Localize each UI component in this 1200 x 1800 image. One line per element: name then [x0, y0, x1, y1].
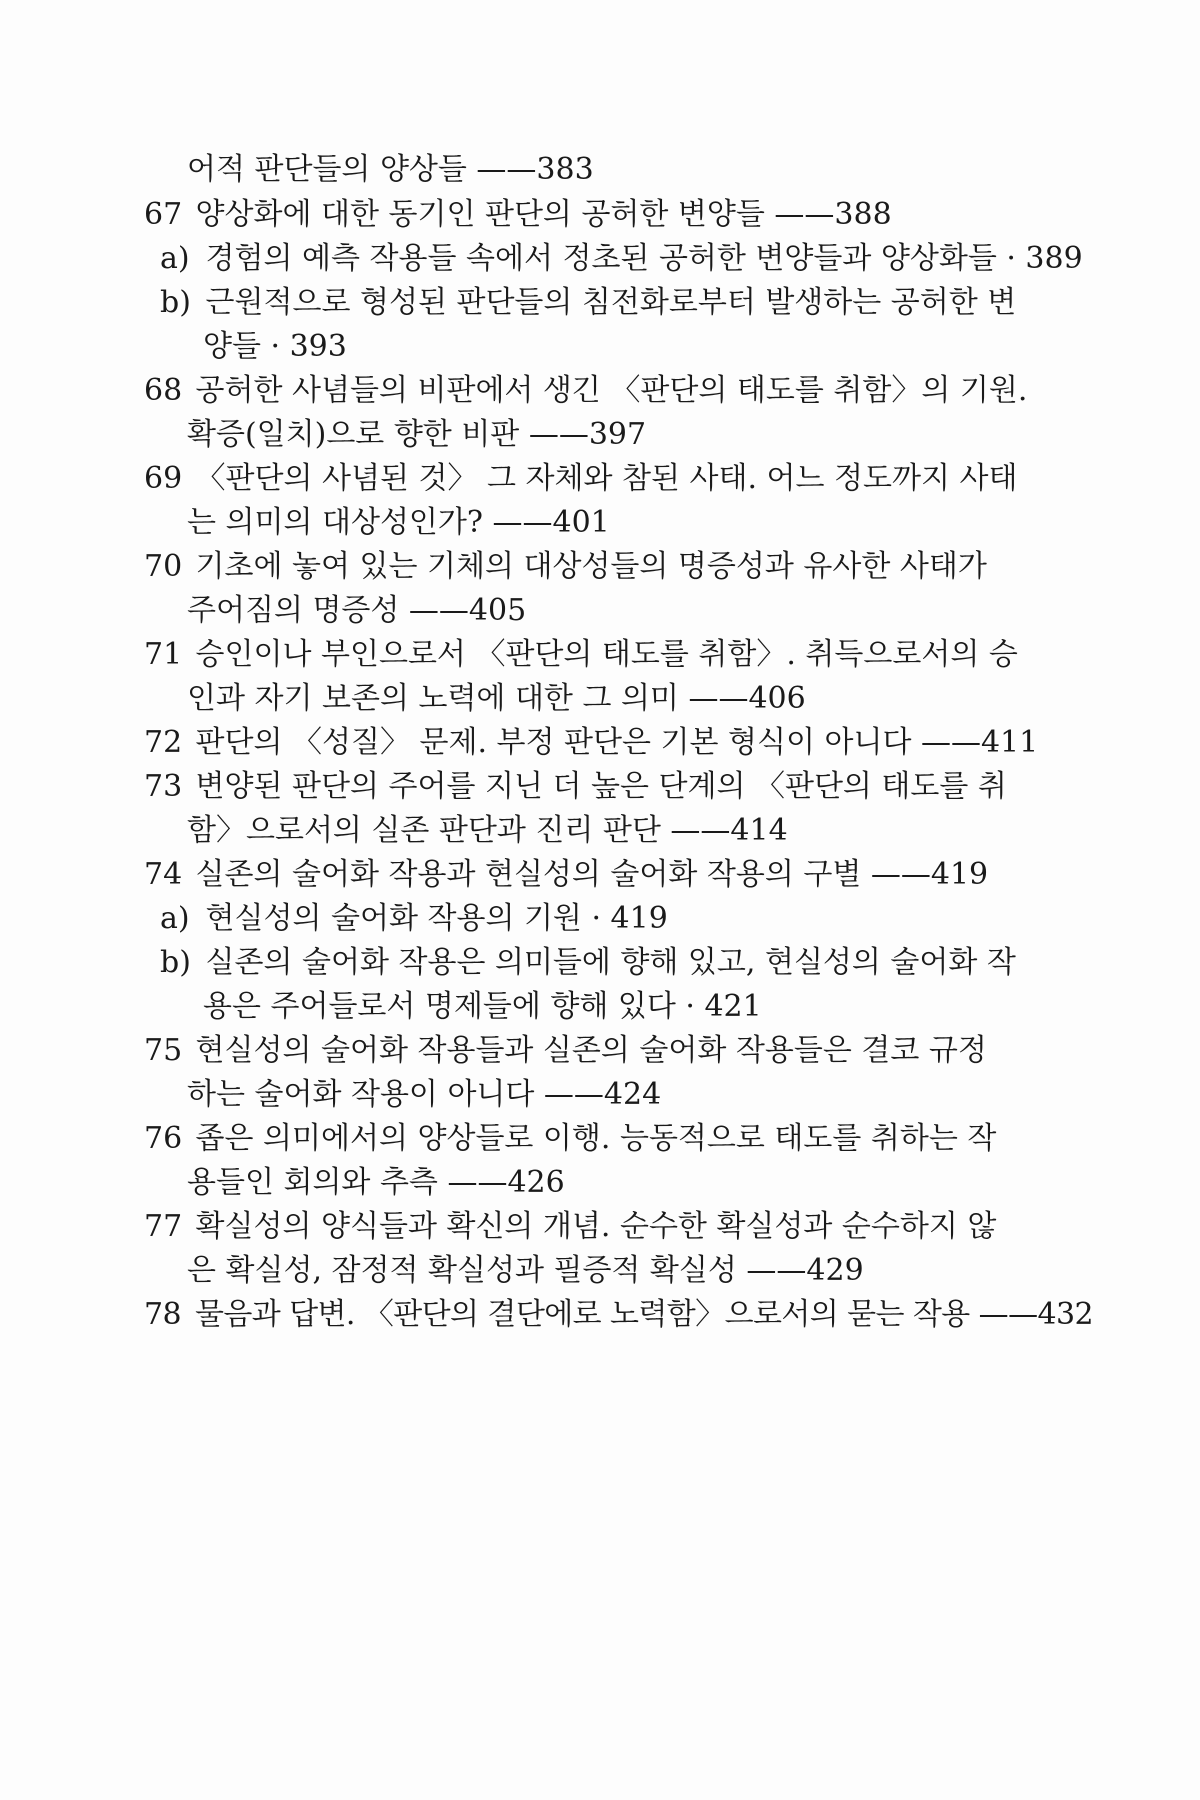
- toc-entry-number: 68: [144, 373, 183, 408]
- toc-entry-number: 73: [144, 769, 183, 804]
- toc-entry-77-line2: [187, 1251, 864, 1291]
- toc-entry-number: 72: [144, 725, 183, 760]
- toc-entry-text: 실존의 술어화 작용은 의미들에 향해 있고, 현실성의 술어화 작: [205, 945, 1016, 980]
- toc-entry-75: [144, 1031, 987, 1071]
- toc-entry-text: 용들인 회의와 추측 ——426: [187, 1165, 565, 1200]
- toc-entry-text: 주어짐의 명증성 ——405: [187, 593, 527, 628]
- toc-entry-number: 77: [144, 1209, 183, 1244]
- toc-entry-number: 70: [144, 549, 183, 584]
- toc-entry-text: 는 의미의 대상성인가? ——401: [187, 505, 610, 540]
- toc-entry-70-line2: [187, 591, 526, 631]
- toc-entry-71: [144, 635, 1018, 675]
- toc-entry-text: 실존의 술어화 작용과 현실성의 술어화 작용의 구별 ——419: [195, 857, 989, 892]
- toc-entry-text: 경험의 예측 작용들 속에서 정초된 공허한 변양들과 양상화들 · 389: [205, 241, 1083, 276]
- toc-entry-75-line2: [187, 1075, 661, 1115]
- toc-entry-text: 확실성의 양식들과 확신의 개념. 순수한 확실성과 순수하지 않: [195, 1209, 997, 1244]
- toc-entry-68-line2: [187, 415, 646, 455]
- toc-entry-text: 변양된 판단의 주어를 지닌 더 높은 단계의 〈판단의 태도를 취: [195, 769, 1007, 804]
- toc-subentry-67a: [160, 239, 1083, 279]
- toc-subentry-74b: [160, 943, 1016, 983]
- toc-subentry-67b-line2: [203, 327, 347, 367]
- toc-entry-69: [144, 459, 1017, 499]
- toc-entry-69-line2: [187, 503, 610, 543]
- toc-entry-number: 74: [144, 857, 183, 892]
- toc-entry-text: 〈판단의 사념된 것〉 그 자체와 참된 사태. 어느 정도까지 사태: [195, 461, 1018, 496]
- toc-subentry-67b: [160, 283, 1016, 323]
- toc-entry-text: 함〉으로서의 실존 판단과 진리 판단 ——414: [187, 813, 788, 848]
- toc-entry-text: 승인이나 부인으로서 〈판단의 태도를 취함〉. 취득으로서의 승: [195, 637, 1018, 672]
- toc-entry-number: 78: [144, 1297, 182, 1332]
- toc-entry-text: 어적 판단들의 양상들 ——383: [187, 152, 594, 187]
- toc-entry-text: 용은 주어들로서 명제들에 향해 있다 · 421: [203, 989, 762, 1024]
- toc-entry-text: 하는 술어화 작용이 아니다 ——424: [187, 1077, 662, 1112]
- toc-entry-73: [144, 767, 1007, 807]
- toc-subentry-74b-line2: [203, 987, 762, 1027]
- toc-subentry-marker: a): [160, 241, 190, 276]
- toc-subentry-marker: b): [160, 945, 191, 980]
- toc-entry-text: 현실성의 술어화 작용의 기원 · 419: [205, 901, 668, 936]
- toc-entry-text: 양들 · 393: [203, 329, 347, 364]
- toc-entry-number: 67: [144, 197, 183, 232]
- toc-entry-text: 은 확실성, 잠정적 확실성과 필증적 확실성 ——429: [187, 1253, 864, 1288]
- toc-entry-68: [144, 371, 1027, 411]
- toc-entry-78: [144, 1295, 1093, 1335]
- toc-entry-70: [144, 547, 987, 587]
- toc-entry-text: 근원적으로 형성된 판단들의 침전화로부터 발생하는 공허한 변: [205, 285, 1017, 320]
- toc-subentry-marker: b): [160, 285, 191, 320]
- toc-entry-text: 확증(일치)으로 향한 비판 ——397: [187, 417, 647, 452]
- toc-entry-text: 판단의 〈성질〉 문제. 부정 판단은 기본 형식이 아니다 ——411: [195, 725, 1039, 760]
- toc-entry-73-line2: [187, 811, 788, 851]
- toc-entry-67: [144, 195, 892, 235]
- toc-entry-number: 69: [144, 461, 183, 496]
- toc-entry-76: [144, 1119, 996, 1159]
- toc-entry-number: 76: [144, 1121, 183, 1156]
- toc-entry-text: 인과 자기 보존의 노력에 대한 그 의미 ——406: [187, 681, 806, 716]
- toc-entry-77: [144, 1207, 996, 1247]
- toc-entry-number: 71: [144, 637, 183, 672]
- toc-entry-74: [144, 855, 988, 895]
- toc-subentry-marker: a): [160, 901, 190, 936]
- toc-entry-72: [144, 723, 1038, 763]
- toc-entry-text: 공허한 사념들의 비판에서 생긴 〈판단의 태도를 취함〉의 기원.: [195, 373, 1028, 408]
- toc-entry-66-continuation: [187, 150, 594, 190]
- toc-entry-text: 양상화에 대한 동기인 판단의 공허한 변양들 ——388: [195, 197, 892, 232]
- toc-entry-76-line2: [187, 1163, 565, 1203]
- toc-entry-text: 물음과 답변. 〈판단의 결단에로 노력함〉으로서의 묻는 작용 ——432: [194, 1297, 1094, 1332]
- toc-entry-text: 좁은 의미에서의 양상들로 이행. 능동적으로 태도를 취하는 작: [195, 1121, 997, 1156]
- toc-entry-71-line2: [187, 679, 806, 719]
- toc-entry-text: 현실성의 술어화 작용들과 실존의 술어화 작용들은 결코 규정: [195, 1033, 987, 1068]
- toc-subentry-74a: [160, 899, 668, 939]
- toc-entry-number: 75: [144, 1033, 183, 1068]
- toc-entry-text: 기초에 놓여 있는 기체의 대상성들의 명증성과 유사한 사태가: [195, 549, 987, 584]
